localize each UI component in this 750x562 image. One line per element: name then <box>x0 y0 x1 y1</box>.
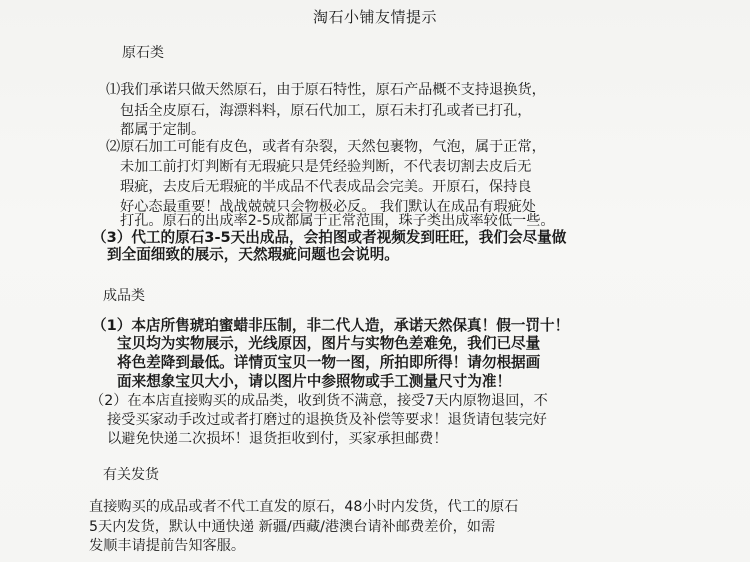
raw-stone-line: 到全面细致的展示，天然瑕疵问题也会说明。 <box>107 246 399 263</box>
raw-stone-line: 瑕疵，去皮后无瑕疵的半成品不代表成品会完美。开原石，保持良 <box>120 179 532 195</box>
section-heading-shipping: 有关发货 <box>103 467 159 483</box>
shipping-line: 5天内发货，默认中通快递 新疆/西藏/港澳台请补邮费差价，如需 <box>89 519 496 535</box>
section-heading-finished-products: 成品类 <box>103 288 145 304</box>
raw-stone-line: ⑴我们承诺只做天然原石，由于原石特性，原石产品概不支持退换货， <box>106 82 546 98</box>
finished-product-line: （2）在本店直接购买的成品类，收到货不满意，接受7天内原物退回，不 <box>90 393 548 409</box>
finished-product-line: （1）本店所售琥珀蜜蜡非压制，非二代人造，承诺天然保真！假一罚十！ <box>92 317 570 334</box>
raw-stone-line: 打孔。原石的出成率2-5成都属于正常范围，珠子类出成率较低一些。 <box>120 213 555 229</box>
raw-stone-line: 未加工前打灯判断有无瑕疵只是凭经验判断，不代表切割去皮后无 <box>120 159 532 175</box>
raw-stone-line: 都属于定制。 <box>120 122 206 138</box>
section-heading-raw-stone: 原石类 <box>122 45 164 61</box>
finished-product-line: 以避免快递二次损坏！退货拒收到付，买家承担邮费！ <box>107 431 448 447</box>
finished-product-line: 宝贝均为实物展示，光线原因，图片与实物色差难免，我们已尽量 <box>117 335 541 352</box>
finished-product-line: 将色差降到最低。详情页宝贝一物一图，所拍即所得！请勿根据画 <box>117 354 541 371</box>
raw-stone-line: （3）代工的原石3-5天出成品，会拍图或者视频发到旺旺，我们会尽量做 <box>92 229 567 246</box>
finished-product-line: 面来想象宝贝大小，请以图片中参照物或手工测量尺寸为准！ <box>117 373 512 390</box>
raw-stone-line: 包括全皮原石，海漂料料，原石代加工，原石未打孔或者已打孔， <box>120 103 532 119</box>
raw-stone-line: ⑵原石加工可能有皮色，或者有杂裂，天然包裹物，气泡，属于正常， <box>106 139 546 155</box>
raw-stone-line: 好心态最重要！战战兢兢只会物极必反。 我们默认在成品有瑕疵处 <box>120 199 536 215</box>
shipping-line: 直接购买的成品或者不代工直发的原石，48小时内发货，代工的原石 <box>89 499 519 515</box>
finished-product-line: 接受买家动手改过或者打磨过的退换货及补偿等要求！退货请包装完好 <box>107 412 547 428</box>
page-title: 淘石小铺友情提示 <box>312 8 437 26</box>
shipping-line: 发顺丰请提前告知客服。 <box>89 538 246 554</box>
